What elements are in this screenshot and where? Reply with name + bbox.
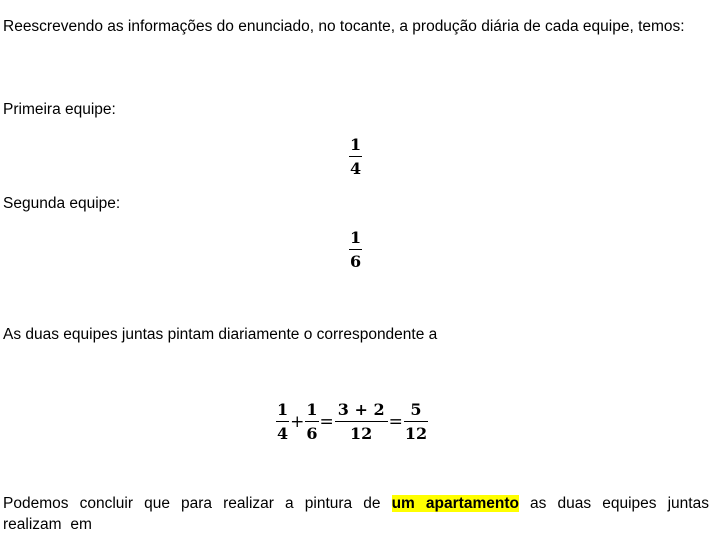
equation-f1-denominator: 4 <box>277 424 289 444</box>
conclusion-paragraph <box>3 493 709 535</box>
team1-numerator: 1 <box>350 135 362 154</box>
equation-f1-numerator: 1 <box>277 399 289 419</box>
intro-text-line2: temos: <box>638 18 685 35</box>
equation-f4-denominator: 12 <box>404 424 428 444</box>
fraction-bar <box>335 421 388 422</box>
fraction-bar <box>349 249 362 250</box>
equals-operator: = <box>319 412 334 432</box>
combined-statement: As duas equipes juntas pintam diariamente o correspondente a <box>3 326 438 343</box>
fraction-bar <box>276 421 289 422</box>
sum-equation <box>276 398 428 446</box>
intro-paragraph <box>3 16 709 37</box>
team2-numerator: 1 <box>350 228 362 247</box>
equation-fraction-3 <box>335 401 388 443</box>
equals-operator: = <box>388 412 403 432</box>
conclusion-text-end: as duas equipes juntas realizam em <box>3 495 709 533</box>
equation-fraction-4 <box>404 401 428 443</box>
team1-denominator: 4 <box>350 159 362 179</box>
team2-label: Segunda equipe: <box>3 195 121 212</box>
equation-f2-denominator: 6 <box>306 424 318 444</box>
equation-fraction-1 <box>276 401 289 443</box>
conclusion-text-start: Podemos concluir que para realizar a pintura de <box>3 495 392 512</box>
team2-fraction <box>349 229 362 271</box>
highlighted-phrase: um apartamento <box>391 495 519 512</box>
equation-f2-numerator: 1 <box>306 399 318 419</box>
fraction-bar <box>349 156 362 157</box>
team1-label: Primeira equipe: <box>3 101 116 118</box>
intro-text-line1: Reescrevendo as informações do enunciado, no tocante, a produção diária de cada equipe, <box>3 18 634 35</box>
equation-f4-numerator: 5 <box>410 399 422 419</box>
team2-denominator: 6 <box>350 252 362 272</box>
fraction-bar <box>305 421 318 422</box>
equation-fraction-2 <box>305 401 318 443</box>
team1-fraction <box>349 136 362 178</box>
equation-f3-denominator: 12 <box>350 424 373 444</box>
equation-f3-numerator: 3 + 2 <box>337 399 385 419</box>
plus-operator: + <box>290 412 305 432</box>
fraction-bar <box>404 421 428 422</box>
